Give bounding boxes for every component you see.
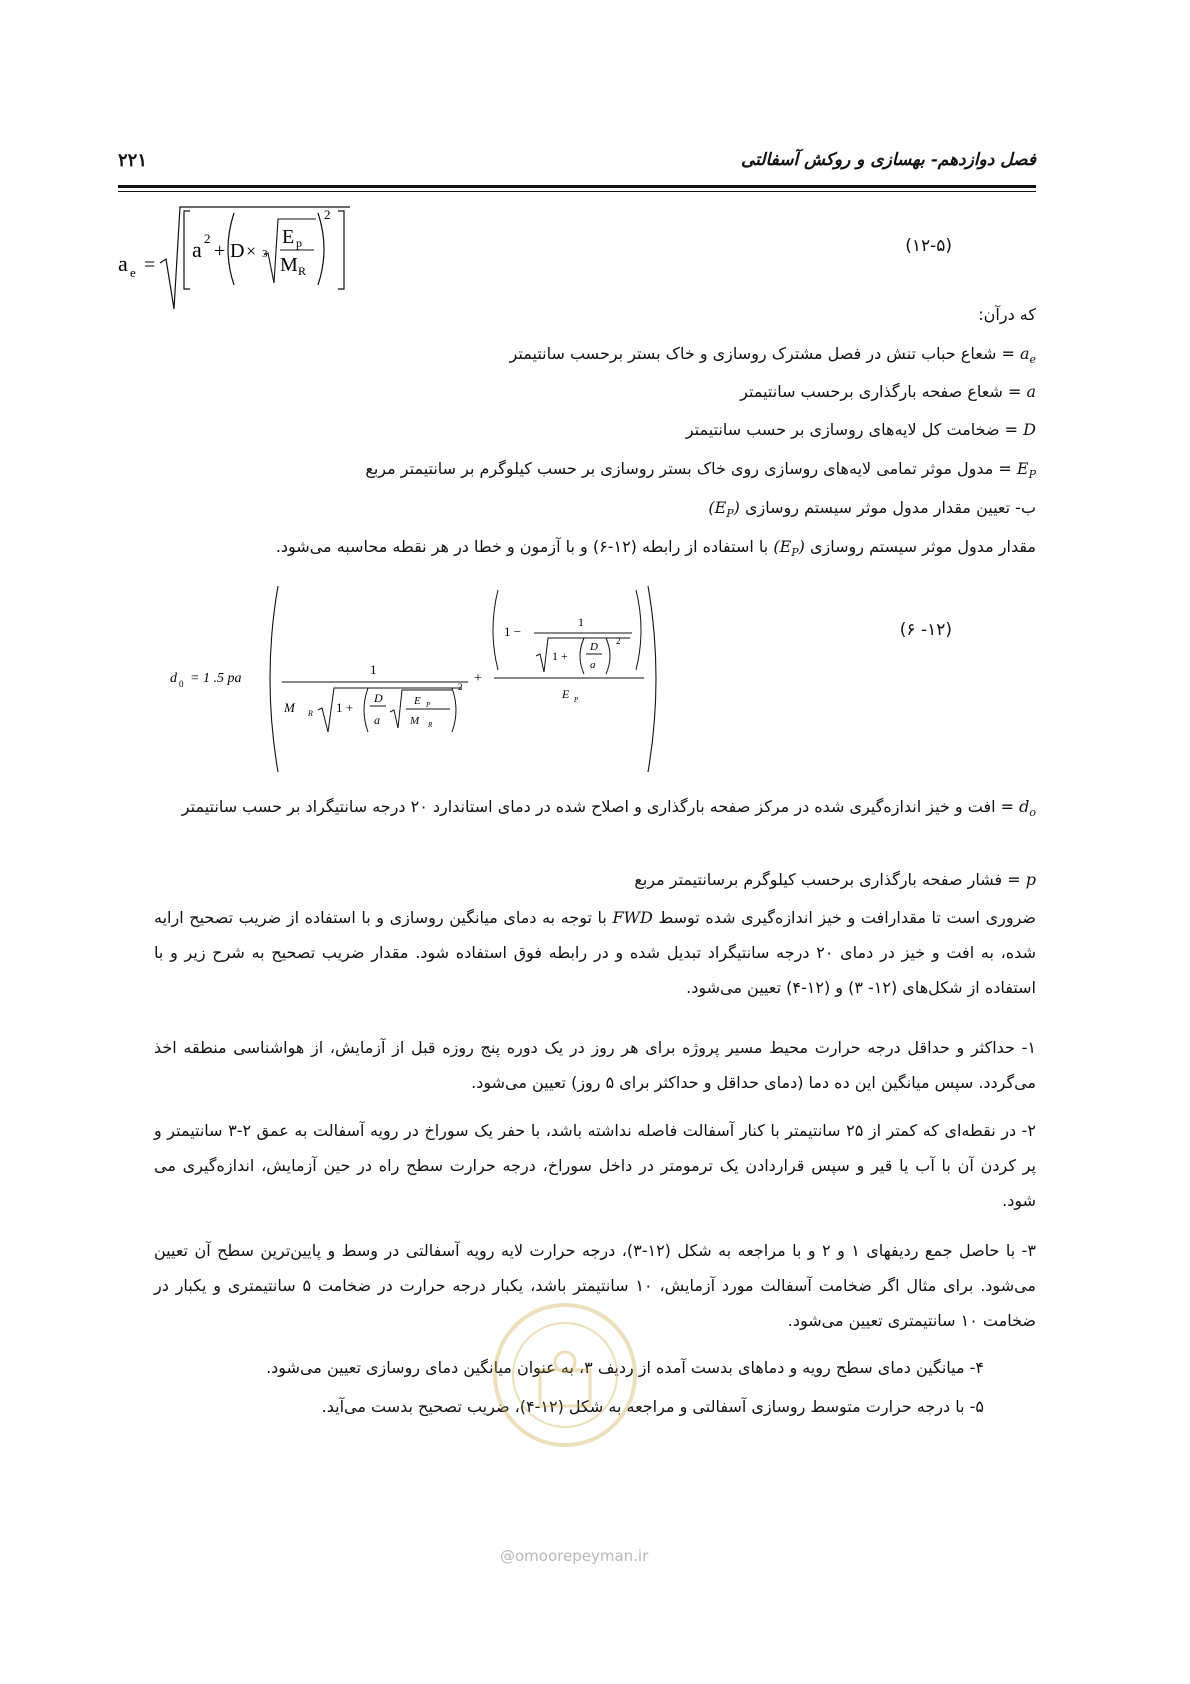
- chapter-title: فصل دوازدهم- بهسازی و روکش آسفالتی: [740, 150, 1036, 170]
- equation-number-12-6: (۱۲- ۶): [899, 620, 952, 640]
- header-rule-thick: [118, 185, 1036, 188]
- eq1-D: D: [230, 240, 245, 262]
- step-2: ۲- در نقطه‌ای که کمتر از ۲۵ سانتیمتر با کنار آسفالت فاصله نداشته باشد، با حفر یک سوراخ در رویه آسفالت به عمق ۲-۳ سانتیمتر و پر کردن آن با آب یا قیر و سپس قراردادن یک ترمومتر در داخل سوراخ، درجه حرارت سطح راه در حین آزمایش، اندازه‌گیری می شود.: [154, 1121, 1037, 1210]
- definition-ae: $a_e$ = شعاع حباب تنش در فصل مشترک روسازی و خاک بستر برحسب سانتیمتر: [509, 344, 1036, 367]
- eq2-M2: M: [410, 715, 420, 727]
- eq1-Mr-sub: R: [298, 264, 307, 278]
- eq2-one: 1: [370, 662, 377, 677]
- page-number: ۲۲۱: [118, 150, 148, 171]
- step-5: ۵- با درجه حرارت متوسط روسازی آسفالتی و مراجعه به شکل (۱۲-۴)، ضریب تصحیح بدست می‌آید.: [321, 1397, 984, 1416]
- step-3: ۳- با حاصل جمع ردیفهای ۱ و ۲ و با مراجعه به شکل (۱۲-۳)، درجه حرارت لایه رویه آسفالتی در وسط و پایین‌ترین سطح آن تعیین می‌شود. برای مثال اگر ضخامت آسفالت مورد آزمایش، ۱۰ سانتیمتر باشد، یکبار درجه حرارت در ضخامت ۵ سانتیمتری و یکبار در ضخامت ۱۰ سانتیمتری تعیین می‌شود.: [154, 1241, 1037, 1330]
- eq2-E-sub: P: [426, 701, 431, 709]
- eq2-d0-sub: 0: [179, 679, 184, 689]
- eq2-D-2: D: [590, 641, 598, 653]
- eq2-D: D: [374, 691, 383, 705]
- page-header: [118, 150, 1036, 180]
- eq2-M: M: [284, 700, 295, 715]
- eq2-E-den-sub: P: [574, 696, 579, 704]
- seal-stamp-icon: [490, 1300, 640, 1450]
- step-1: ۱- حداکثر و حداقل درجه حرارت محیط مسیر پروژه برای هر روز در یک دوره پنج روزه قبل از آزمایش، از هواشناسی منطقه اخذ می‌گردد. سپس میانگین این ده دما (دمای حداقل و حداکثر برای ۵ روز) تعیین می‌شود.: [154, 1038, 1036, 1092]
- eq2-one-plus-2: 1 +: [552, 649, 568, 663]
- paragraph-calc: مقدار مدول موثر سیستم روسازی $(E_P)$ با استفاده از رابطه (۱۲-۶) و با آزمون و خطا در هر نقطه محاسبه می‌شود.: [275, 537, 1036, 560]
- eq1-outer-exp: 2: [324, 207, 331, 222]
- eq1-a: a: [192, 237, 202, 262]
- eq1-equals: =: [144, 254, 156, 276]
- step-4: ۴- میانگین دمای سطح رویه و دماهای بدست آمده از ردیف ۳، به عنوان میانگین دمای روسازی تعیین می‌شود.: [266, 1358, 984, 1377]
- eq2-a: a: [374, 713, 380, 727]
- eq1-Ep-sub: p: [296, 236, 302, 250]
- eq2-E-den: E: [562, 687, 570, 701]
- eq2-a-2: a: [590, 659, 596, 671]
- definition-Ep: $E_P$ = مدول موثر تمامی لایه‌های روسازی روی خاک بستر روسازی بر حسب کیلوگرم بر سانتیمتر مربع: [365, 459, 1036, 482]
- eq1-times: ×: [246, 241, 257, 261]
- definition-D: D = ضخامت کل لایه‌های روسازی بر حسب سانتیمتر: [685, 420, 1036, 439]
- eq1-Ep: E: [282, 226, 295, 248]
- eq2-d0: d: [170, 671, 177, 686]
- eq2-M2-sub: R: [428, 721, 433, 729]
- intro-text: که درآن:: [978, 305, 1036, 324]
- definition-a: a = شعاع صفحه بارگذاری برحسب سانتیمتر: [740, 382, 1036, 401]
- eq1-lhs: a: [118, 251, 128, 276]
- header-rule-thin: [118, 191, 1036, 192]
- definition-d0: $d_o$ = افت و خیز اندازه‌گیری شده در مرکز صفحه بارگذاری و اصلاح شده در دمای استاندارد ۲۰ درجه سانتیگراد بر حسب سانتیمتر: [181, 797, 1036, 820]
- eq2-plus: +: [474, 671, 482, 686]
- eq2-exp-2: 2: [616, 636, 621, 646]
- equation-number-12-5: (۱۲-۵): [905, 236, 952, 256]
- eq1-plus: +: [214, 240, 226, 262]
- eq2-exp-1: 2: [458, 682, 463, 692]
- site-watermark: @omoorepeyman.ir: [500, 1547, 649, 1565]
- eq1-a-exp: 2: [204, 231, 211, 246]
- eq2-one-plus: 1 +: [336, 700, 354, 715]
- eq1-lhs-sub: e: [130, 265, 136, 280]
- definition-p: p = فشار صفحه بارگذاری برحسب کیلوگرم برسانتیمتر مربع: [634, 870, 1036, 889]
- eq2-rhs-prefix: = 1 .5 pa: [190, 671, 242, 686]
- paragraph-fwd: ضروری است تا مقدارافت و خیز اندازه‌گیری شده توسط FWD با توجه به دمای میانگین روسازی و با استفاده از ضریب تصحیح ارایه شده، به افت و خیز در دمای ۲۰ درجه سانتیگراد تبدیل شده و در رابطه فوق استفاده شود. مقدار ضریب تصحیح به شرح زیر و با استفاده از شکل‌های (۱۲- ۳) و (۱۲-۴) تعیین می‌شود.: [154, 908, 1036, 997]
- eq2-M-sub: R: [308, 709, 313, 718]
- eq2-one-2: 1: [578, 615, 584, 629]
- equation-12-6: [170, 582, 710, 782]
- eq1-root-index: 3: [262, 248, 268, 260]
- section-b-heading: ب- تعیین مقدار مدول موثر سیستم روسازی $(E_P)$: [708, 498, 1036, 521]
- eq1-Mr: M: [280, 254, 298, 276]
- eq2-one-minus: 1 −: [504, 624, 522, 639]
- eq2-E: E: [414, 695, 421, 707]
- equation-12-5: [118, 205, 378, 315]
